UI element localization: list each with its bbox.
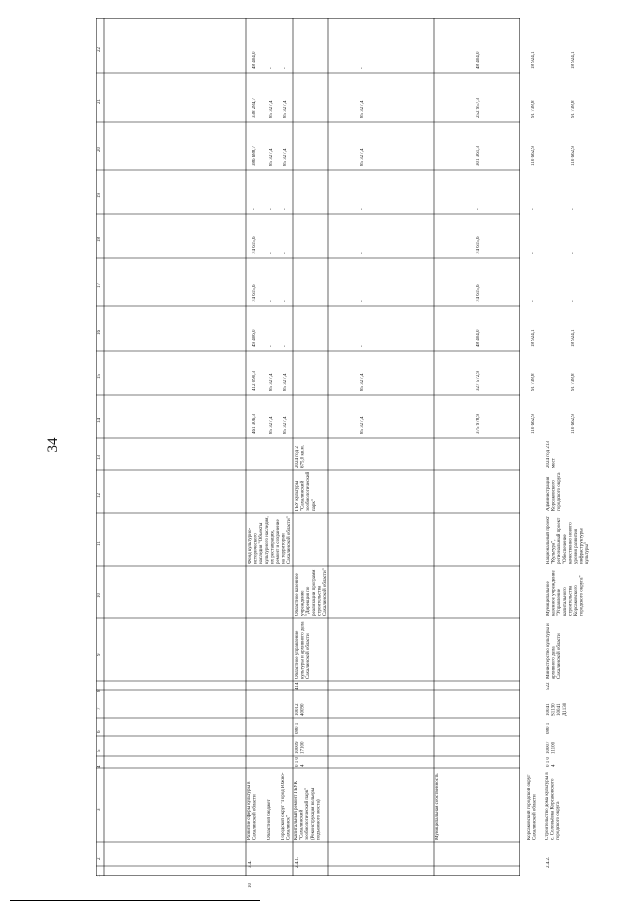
budget-code-4: 414 [295,682,300,690]
value-col-20: 110 662,9 [571,146,576,166]
row-number: 2.4.1. [295,856,300,868]
column-number-12: 12 [97,492,102,498]
column-number-13: 13 [97,455,102,460]
budget-code-2: 080 1 [546,722,551,734]
column-number-14: 14 [97,417,102,423]
value-col-19: - [269,208,274,210]
column-number-4: 4 [97,765,102,768]
value-col-15: 85 327,4 [282,373,288,391]
value-col-14: 110 662,9 [571,414,576,434]
value-col-16: 48 404,0 [476,329,481,347]
value-col-16: 49 406,0 [252,329,257,347]
column-number-3: 3 [97,808,102,811]
value-col-22: - [269,67,274,69]
value-col-16: - [269,345,274,347]
column-number-21: 21 [97,98,102,104]
budget-code-4: 522 [546,682,551,690]
executor: Администрация Корсаковского городского округа [546,472,563,511]
program-note: Национальный проект "Культура", региональный проект "Обеспечение качественно нового уровня развития инфраструктуры культуры" [546,516,591,564]
value-col-17: - [571,300,576,302]
value-col-16: - [282,345,288,347]
program-note: Фонд культурно-исторического наследия "Объекты культурного наследия, их реставрация, ремонт и сохранение на территории Сахалинской области" [248,516,293,564]
column-number-15: 15 [97,374,102,379]
column-number-20: 20 [97,147,102,152]
row-number: 2.4.2. [546,856,551,868]
value-col-14: 85 327,4 [282,416,288,434]
row-code: 10 [248,883,253,888]
customer: Муниципальное казенное учреждение "Управление капитального строительства Корсаковского городского округа" [546,570,585,616]
column-number-16: 16 [97,329,102,335]
value-col-20: 110 662,9 [531,146,536,166]
column-number-11: 11 [97,540,102,546]
period-capacity: 2024 год 213 мест [546,441,557,468]
column-number-18: 18 [97,237,102,242]
value-col-18: - [571,252,576,254]
customer: Областное казенное учреждение "Дирекция по реализации программ строительства Сахалинской области" [295,568,328,616]
value-col-15: 91 738,8 [531,373,536,391]
value-col-21: 85 327,4 [282,100,288,118]
value-col-17: 74 615,6 [252,284,257,302]
row-number: 3.4. [248,860,253,868]
value-col-19: - [531,208,536,210]
rotated-table [96,18,591,888]
value-col-17: - [359,300,365,302]
value-col-20: 85 327,4 [359,148,365,166]
value-col-18: - [269,252,274,254]
value-col-15: 91 738,8 [571,373,576,391]
footer-rule [10,900,260,901]
value-col-18: - [282,252,288,254]
value-col-17: - [269,300,274,302]
value-col-20: 301 361,3 [476,146,481,166]
value-col-19: - [359,208,365,210]
kbk-code: 0 1 0 4 [295,757,306,767]
column-number-10: 10 [97,593,102,598]
responsible-body: Областное управление культуры и архивного дела Сахалинской области [295,621,312,679]
value-col-18: - [531,252,536,254]
row-name: Развитие сферы культуры в Сахалинской области [247,781,258,840]
column-number-5: 5 [97,749,102,752]
value-col-15: 327 572,9 [476,371,481,391]
value-col-16: - [359,345,365,347]
value-col-20: 85 327,4 [282,148,288,166]
budget-code-1: 10007 11100 [546,741,557,754]
value-col-20: 85 327,4 [269,148,274,166]
row-name: Строительство дома культуры в с. Соловьёвка Корсаковского городского округа [545,772,562,840]
value-col-19: - [571,208,576,210]
value-col-18: 74 615,6 [476,236,481,254]
column-number-1: 1 [97,874,102,877]
value-col-14: 85 327,4 [269,416,274,434]
responsible-body: Министерство культуры и архивного дела Сахалинской области [546,623,563,679]
budget-code-2: 080 1 [295,722,300,734]
value-col-14: 110 662,9 [531,414,536,434]
value-col-22: 18 924,1 [571,51,576,69]
value-col-16: 18 924,1 [531,329,536,347]
value-col-19: - [252,208,257,210]
value-col-17: - [282,300,288,302]
value-col-21: 252 957,3 [476,98,481,118]
value-col-17: 74 615,6 [476,284,481,302]
value-col-21: 91 738,8 [531,100,536,118]
value-col-21: 91 738,8 [571,100,576,118]
budget-code-3: 10012 40090 [295,703,306,716]
value-col-22: 48 404,0 [476,51,481,69]
value-col-20: 386 688,7 [252,146,257,166]
value-col-18: 74 615,6 [252,236,257,254]
value-col-15: 85 327,4 [269,373,274,391]
budget-code-3: 10041 S1130 10041 Д1130 [546,702,568,716]
value-col-14: 375 978,9 [476,414,481,434]
kbk-code: 0 1 0 4 [546,757,557,767]
value-col-14: 85 327,4 [359,416,365,434]
column-number-9: 9 [97,653,102,656]
value-col-17: - [531,300,536,302]
value-col-22: 18 924,1 [531,51,536,69]
value-col-22: - [282,67,288,69]
value-col-15: 85 327,4 [359,373,365,391]
row-name: Капитальный ремонт ГБУК "Сахалинский зообиологический парк" (Реконструкция вольеры подъемного моста) [294,781,322,840]
value-col-19: - [476,208,481,210]
column-number-22: 22 [97,46,102,52]
column-number-19: 19 [97,193,102,198]
column-number-2: 2 [97,857,102,860]
column-number-7: 7 [97,707,102,710]
column-number-17: 17 [97,283,102,288]
row-name: Муниципальная собственность [435,773,440,840]
value-col-21: 85 327,4 [359,100,365,118]
value-col-15: 412 090,3 [252,371,257,391]
column-number-6: 6 [97,730,102,733]
row-name: Областной бюджет [267,799,272,840]
period-capacity: 2024 год 2 675,0 кв.м. [295,445,306,468]
row-name: Корсаковский городской округ Сахалинской области [527,774,538,840]
value-col-14: 461 306,3 [252,414,257,434]
row-name: Городской округ "Город Южно-Сахалинск" [281,772,292,840]
column-number-8: 8 [97,689,102,692]
value-col-21: 338 284,7 [252,98,257,118]
value-col-22: - [359,67,365,69]
value-col-18: - [359,252,365,254]
executor: ГБУ культуры "Сахалинский зообиологический парк" [295,471,317,511]
value-col-19: - [282,208,288,210]
budget-code-1: 10009 17100 [295,741,306,754]
page-number: 34 [45,437,61,453]
value-col-16: 18 924,1 [571,329,576,347]
value-col-22: 48 404,0 [252,51,257,69]
value-col-21: 85 327,4 [269,100,274,118]
